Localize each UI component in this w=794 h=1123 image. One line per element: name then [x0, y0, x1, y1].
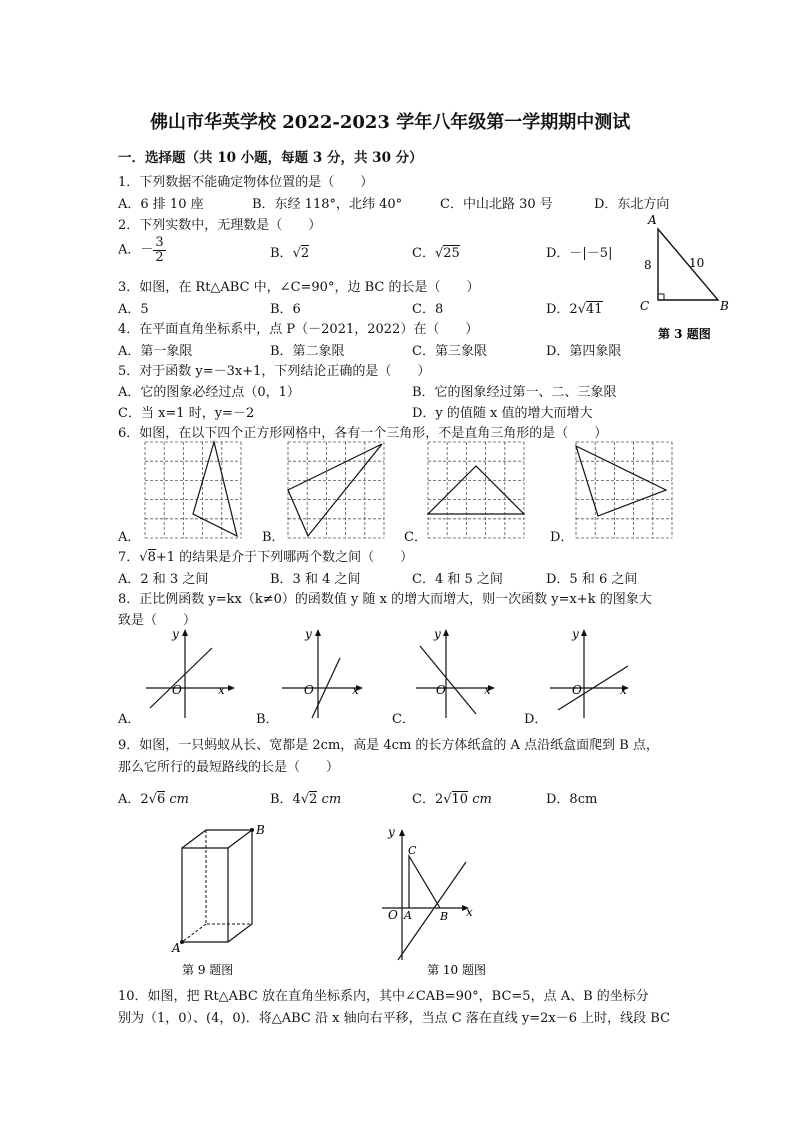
svg-text:O: O — [572, 683, 582, 697]
q6-option-a: A． — [118, 530, 141, 545]
sqrt-sign: √ — [148, 792, 157, 807]
q9-option-a: A．2√6 cm — [118, 792, 189, 807]
right-angle-mark — [658, 294, 664, 300]
q5-stem: 5．对于函数 y=－3x+1，下列结论正确的是（ ） — [118, 364, 431, 379]
svg-text:y: y — [172, 627, 179, 641]
q9-option-b: B．4√2 cm — [270, 792, 342, 807]
q10-stem-line2: 别为（1，0）、(4，0)．将△ABC 沿 x 轴向右平移，当点 C 落在直线 y=2x－6 上时，线段 BC — [118, 1011, 671, 1026]
sqrt-sign: √ — [139, 550, 148, 565]
vertex-b: B — [720, 299, 729, 313]
q8-stem-line2: 致是（ ） — [118, 613, 197, 628]
figure-9-caption: 第 9 题图 — [182, 963, 234, 977]
q6-stem: 6．如图，在以下四个正方形网格中，各有一个三角形，不是直角三角形的是（ ） — [118, 426, 608, 441]
sqrt-sign: √ — [434, 246, 444, 261]
q7-stem: 7．√8+1 的结果是介于下列哪两个数之间（ ） — [118, 550, 414, 565]
q2-option-c: C．√25 — [412, 246, 460, 261]
q3-option-d: D．2√41 — [546, 302, 603, 317]
q4-stem: 4．在平面直角坐标系中，点 P（－2021，2022）在（ ） — [118, 322, 479, 337]
q8-stem-line1: 8．正比例函数 y=kx（k≠0）的函数值 y 随 x 的增大而增大，则一次函数 y=x+k 的图象大 — [118, 592, 652, 607]
sqrt-sign: √ — [443, 792, 452, 807]
q3-option-c: C．8 — [412, 302, 444, 317]
svg-text:x: x — [466, 905, 473, 919]
svg-text:O: O — [172, 683, 182, 697]
figure-10-caption: 第 10 题图 — [427, 963, 486, 977]
figure-10 — [380, 826, 490, 986]
triangle-abc — [409, 856, 440, 908]
svg-text:A: A — [172, 941, 181, 955]
triangle — [428, 466, 524, 514]
figure-3-caption: 第 3 题图 — [658, 327, 711, 341]
triangle — [193, 442, 237, 536]
q1-stem: 1．下列数据不能确定物体位置的是（ ） — [118, 175, 374, 190]
q6-option-c: C． — [404, 530, 427, 545]
q1-option-b: B．东经 118°，北纬 40° — [252, 197, 403, 212]
svg-text:x: x — [352, 683, 359, 697]
q10-stem-line1: 10．如图，把 Rt△ABC 放在直角坐标系内，其中∠CAB=90°，BC=5，点 A、B 的坐标分 — [118, 989, 649, 1004]
side-label-8: 8 — [644, 258, 652, 272]
vertex-a: A — [648, 213, 657, 227]
q7-option-d: D．5 和 6 之间 — [546, 572, 638, 587]
svg-text:y: y — [388, 825, 395, 839]
q9-option-d: D．8cm — [546, 792, 598, 807]
svg-text:O: O — [388, 908, 398, 922]
svg-text:A: A — [404, 909, 412, 922]
q4-option-a: A．第一象限 — [118, 344, 193, 359]
q4-option-b: B．第二象限 — [270, 344, 345, 359]
svg-text:x: x — [218, 683, 225, 697]
front-face — [182, 848, 228, 942]
q5-option-b: B．它的图象经过第一、二、三象限 — [412, 385, 617, 400]
q7-option-c: C．4 和 5 之间 — [412, 572, 503, 587]
q9-option-c: C．2√10 cm — [412, 792, 492, 807]
q8-graph-c — [410, 628, 510, 720]
q5-option-d: D．y 的值随 x 值的增大而增大 — [412, 406, 593, 421]
sqrt-sign: √ — [292, 246, 301, 261]
svg-text:B: B — [256, 823, 265, 837]
q6-option-b: B． — [262, 530, 285, 545]
triangle — [576, 446, 666, 516]
q2-option-d: D．－|－5| — [546, 246, 613, 261]
sqrt-sign: √ — [577, 302, 586, 317]
side-face — [228, 830, 252, 942]
svg-text:O: O — [304, 683, 314, 697]
vertex-c: C — [640, 299, 650, 313]
q6-grid-d — [576, 442, 672, 538]
q1-option-c: C．中山北路 30 号 — [440, 197, 553, 212]
triangle-abc — [658, 229, 718, 300]
q6-grid-c — [428, 442, 524, 538]
q6-grid-a — [145, 442, 241, 538]
function-line — [420, 646, 476, 714]
q2-option-a: A．－ $\frac{3}{2}$ — [118, 235, 164, 265]
svg-text:C: C — [408, 844, 417, 857]
q5-option-a: A．它的图象必经过点（0，1） — [118, 385, 300, 400]
q8-option-d: D． — [524, 712, 548, 727]
q9-stem-line2: 那么它所行的最短路线的长是（ ） — [118, 760, 340, 775]
page-title: 佛山市华英学校 2022-2023 学年八年级第一学期期中测试 — [150, 112, 631, 133]
figure-3 — [630, 212, 740, 342]
q8-option-c: C． — [392, 712, 415, 727]
q7-option-a: A．2 和 3 之间 — [118, 572, 209, 587]
svg-text:y: y — [434, 627, 441, 641]
point-b — [250, 828, 254, 832]
svg-text:x: x — [484, 683, 491, 697]
triangle — [288, 444, 382, 536]
q2-stem: 2．下列实数中，无理数是（ ） — [118, 218, 322, 233]
q2-option-b: B．√2 — [270, 246, 310, 261]
q8-graph-a — [140, 628, 240, 720]
section-heading: 一．选择题（共 10 小题，每题 3 分，共 30 分） — [118, 150, 423, 166]
figure-9 — [170, 823, 270, 986]
function-line — [150, 648, 212, 708]
side-label-10: 10 — [689, 256, 705, 270]
q9-stem-line1: 9．如图，一只蚂蚁从长、宽都是 2cm，高是 4cm 的长方体纸盒的 A 点沿纸盒面爬到 B 点， — [118, 738, 659, 753]
svg-text:y: y — [305, 627, 312, 641]
svg-text:y: y — [572, 627, 579, 641]
hidden-edges — [182, 830, 252, 942]
q3-option-b: B．6 — [270, 302, 301, 317]
q8-option-b: B． — [256, 712, 279, 727]
q1-option-a: A．6 排 10 座 — [118, 197, 204, 212]
svg-text:x: x — [620, 683, 627, 697]
svg-text:B: B — [440, 910, 449, 923]
svg-text:O: O — [436, 683, 446, 697]
q8-graph-d — [544, 628, 644, 720]
q4-option-c: C．第三象限 — [412, 344, 487, 359]
q3-option-a: A．5 — [118, 302, 149, 317]
q5-option-c: C．当 x=1 时，y=－2 — [118, 406, 255, 421]
q6-grid-b — [288, 442, 384, 538]
q4-option-d: D．第四象限 — [546, 344, 622, 359]
sqrt-sign: √ — [300, 792, 310, 807]
q6-option-d: D． — [550, 530, 574, 545]
top-face — [182, 830, 252, 848]
q1-option-d: D．东北方向 — [594, 197, 670, 212]
q8-graph-b — [276, 628, 376, 720]
q7-option-b: B．3 和 4 之间 — [270, 572, 361, 587]
q8-option-a: A． — [118, 712, 141, 727]
q3-stem: 3．如图，在 Rt△ABC 中，∠C=90°，边 BC 的长是（ ） — [118, 280, 480, 295]
fraction: $\frac{3}{2}$ — [155, 235, 164, 265]
